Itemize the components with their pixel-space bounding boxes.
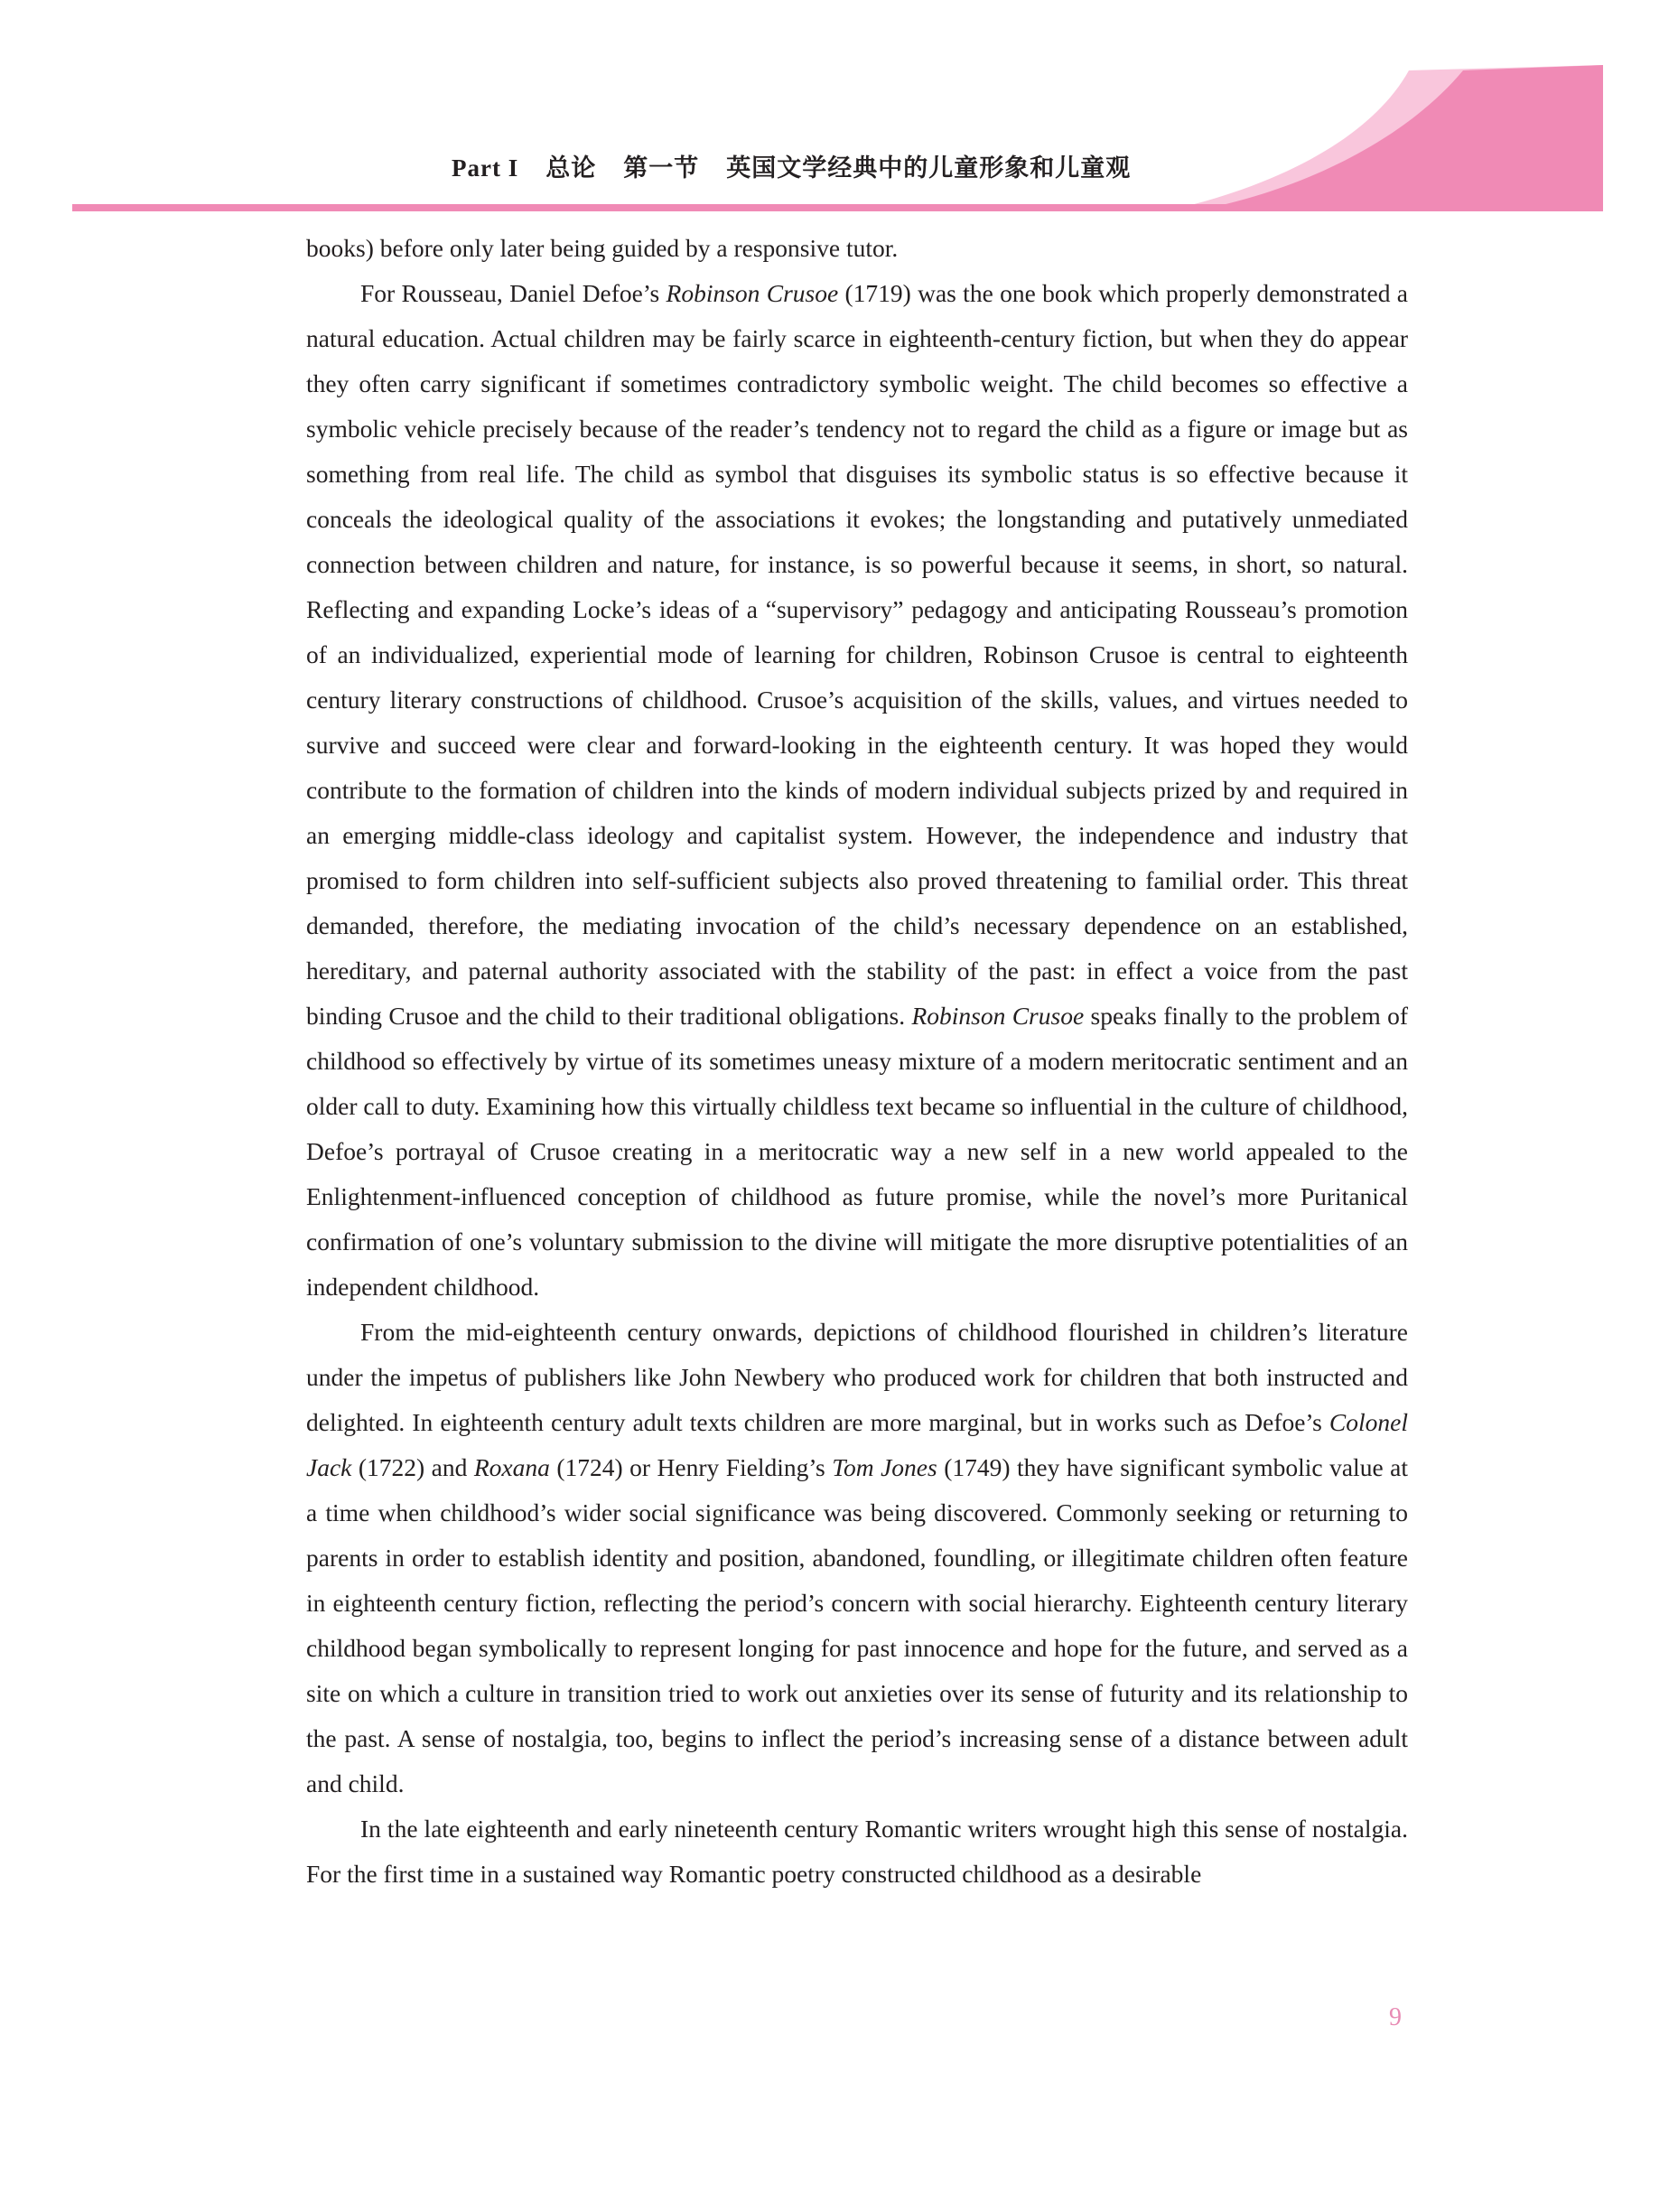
paragraph — [306, 1310, 1408, 1806]
header-rule — [72, 204, 1603, 211]
part-label: Part I — [452, 154, 519, 182]
book-title: Colonel Jack — [306, 1408, 1408, 1481]
part-title: 总论 — [545, 154, 597, 182]
section-title: 英国文学经典中的儿童形象和儿童观 — [726, 154, 1132, 182]
book-title: Robinson Crusoe — [666, 279, 839, 307]
text-run: (1719) was the one book which properly demonstrated a natural education. Actual children may be fairly scarce in eighteenth-century fiction, but when they do appear they often carry significant if sometimes contradictory symbolic weight. The child becomes so effective a symbolic vehicle precisely because of the reader’s tendency not to regard the child as a figure or image but as something from real life. The child as symbol that disguises its symbolic status is so effective because it conceals the ideological quality of the associations it evokes; the longstanding and putatively unmediated connection between children and nature, for instance, is so powerful because it seems, in short, so natural. Reflecting and expanding Locke’s ideas of a “supervisory” pedagogy and anticipating Rousseau’s promotion of an individualized, experiential mode of learning for children, Robinson Crusoe is central to eighteenth century literary constructions of childhood. Crusoe’s acquisition of the skills, values, and virtues needed to survive and succeed were clear and forward-looking in the eighteenth century. It was hoped they would contribute to the formation of children into the kinds of modern individual subjects prized by and required in an emerging middle-class ideology and capitalist system. However, the independence and industry that promised to form children into self-sufficient subjects also proved threatening to familial order. This threat demanded, therefore, the mediating invocation of the child’s necessary dependence on an established, hereditary, and paternal authority associated with the stability of the past: in effect a voice from the past binding Crusoe and the child to their traditional obligations. — [306, 279, 1409, 1030]
text-run: books) before only later being guided by a responsive tutor. — [306, 234, 899, 262]
text-run: speaks finally to the problem of childhood so effectively by virtue of its sometimes uneasy mixture of a modern meritocratic sentiment and an older call to duty. Examining how this virtually childless text became so influential in the culture of childhood, Defoe’s portrayal of Crusoe creating in a meritocratic way a new self in a new world appealed to the Enlightenment-influenced conception of childhood as future promise, while the novel’s more Puritanical confirmation of one’s voluntary submission to the divine will mitigate the more disruptive potentialities of an independent childhood. — [306, 1002, 1408, 1301]
page-number: 9 — [1389, 2003, 1402, 2031]
text-run: In the late eighteenth and early nineteenth century Romantic writers wrought high this sense of nostalgia. For the first time in a sustained way Romantic poetry constructed childhood as a desirable — [306, 1815, 1408, 1888]
header-decoration — [0, 0, 1678, 217]
book-title: Roxana — [473, 1453, 550, 1481]
text-run: (1749) they have significant symbolic value at a time when childhood’s wider social significance was being discovered. Commonly seeking or returning to parents in order to establish identity and position, abandoned, foundling, or illegitimate children often feature in eighteenth century fiction, reflecting the period’s concern with social hierarchy. Eighteenth century literary childhood began symbolically to represent longing for past innocence and hope for the future, and served as a site on which a culture in transition tried to work out anxieties over its sense of futurity and its relationship to the past. A sense of nostalgia, too, begins to inflect the period’s increasing sense of a distance between adult and child. — [306, 1453, 1408, 1797]
text-run: From the mid-eighteenth century onwards, depictions of childhood flourished in children’s literature under the impetus of publishers like John Newbery who produced work for children that both instructed and delighted. In eighteenth century adult texts children are more marginal, but in works such as Defoe’s — [306, 1318, 1408, 1436]
text-run: (1724) or Henry Fielding’s — [549, 1453, 833, 1481]
running-head — [452, 148, 1158, 183]
paragraph — [306, 271, 1408, 1310]
text-run: (1722) and — [351, 1453, 474, 1481]
text-run: For Rousseau, Daniel Defoe’s — [360, 279, 667, 307]
paragraph — [306, 1806, 1408, 1897]
section-label: 第一节 — [623, 154, 700, 182]
book-title: Tom Jones — [832, 1453, 937, 1481]
book-title: Robinson Crusoe — [911, 1002, 1085, 1030]
paragraph — [306, 226, 1408, 271]
body-text — [306, 226, 1408, 1897]
page-header — [0, 0, 1678, 217]
